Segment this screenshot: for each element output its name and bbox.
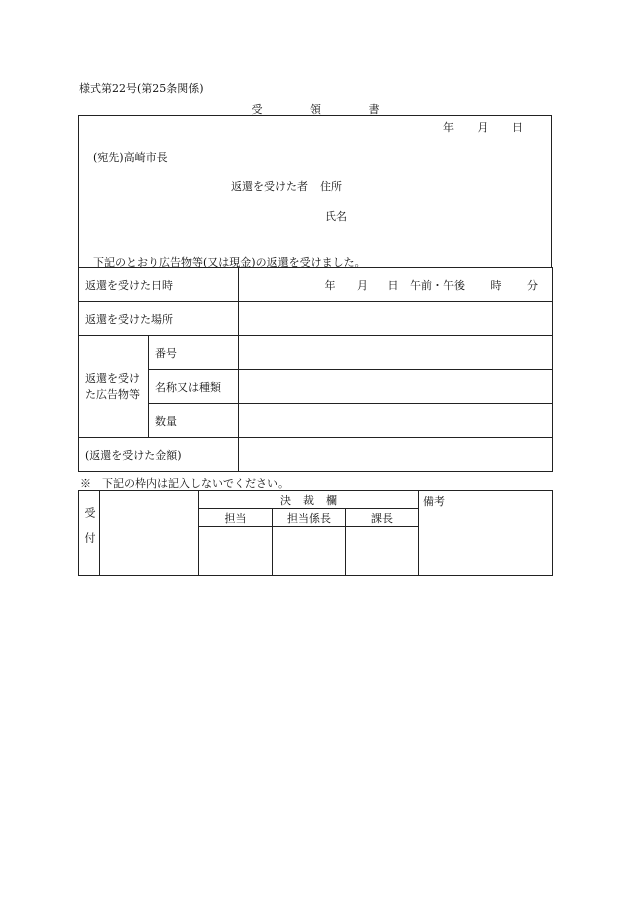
datetime-day: 日 [387,278,399,292]
datetime-month: 月 [357,278,368,292]
name-label: 氏名 [325,210,347,223]
date-month: 月 [477,121,489,134]
datetime-minute: 分 [527,278,538,292]
reception-label-cell [79,491,100,576]
datetime-ampm: 午前・午後 [410,278,465,292]
date-line [423,119,523,135]
title-char-3: 書 [368,103,380,116]
returner-label: 返還を受けた者 [231,180,308,193]
staff-stamp-box [199,527,273,576]
datetime-label: 返還を受けた日時 [79,268,239,302]
reception-stamp-area [100,491,199,576]
item-group-label: 返還を受けた広告物等 [79,336,149,438]
addressee: (宛先)高崎市長 [93,151,168,164]
item-number-row [79,336,553,370]
quantity-label: 数量 [149,404,239,438]
item-name-row [79,370,553,404]
section-head-stamp-box [346,527,419,576]
place-row [79,302,553,336]
amount-label: (返還を受けた金額) [79,438,239,472]
datetime-field[interactable] [239,268,553,302]
chief-label: 担当係長 [273,509,346,527]
decision-column-header [199,491,419,509]
item-quantity-row [79,404,553,438]
date-day: 日 [512,121,523,134]
details-table [78,267,553,472]
date-year: 年 [443,121,454,134]
datetime-row [79,268,553,302]
title-char-2: 領 [310,103,321,116]
place-label: 返還を受けた場所 [79,302,239,336]
remarks-label: 備考 [423,495,446,508]
number-field[interactable] [239,336,553,370]
datetime-hour: 時 [490,278,502,292]
form-number: 様式第22号(第25条関係) [79,82,204,95]
title-char-1: 受 [251,103,263,116]
decision-char-3: 欄 [326,493,337,507]
amount-row [79,438,553,472]
remarks-cell [419,491,553,576]
place-field[interactable] [239,302,553,336]
returner-line [231,178,342,194]
decision-char-1: 決 [280,493,291,507]
office-use-table [78,490,553,576]
quantity-field[interactable] [239,404,553,438]
address-label: 住所 [320,180,342,193]
reception-label: 受付 [83,506,96,557]
datetime-year: 年 [324,278,336,292]
staff-label: 担当 [199,509,273,527]
name-or-type-field[interactable] [239,370,553,404]
statement: 下記のとおり広告物等(又は現金)の返還を受けました。 [93,256,366,269]
section-head-label: 課長 [346,509,419,527]
amount-field[interactable] [239,438,553,472]
receipt-header-box [78,115,552,268]
office-header-row [79,491,553,509]
number-label: 番号 [149,336,239,370]
office-use-note: ※ 下記の枠内は記入しないでください。 [80,477,289,490]
name-or-type-label: 名称又は種類 [149,370,239,404]
decision-char-2: 裁 [303,493,314,507]
chief-stamp-box [273,527,346,576]
